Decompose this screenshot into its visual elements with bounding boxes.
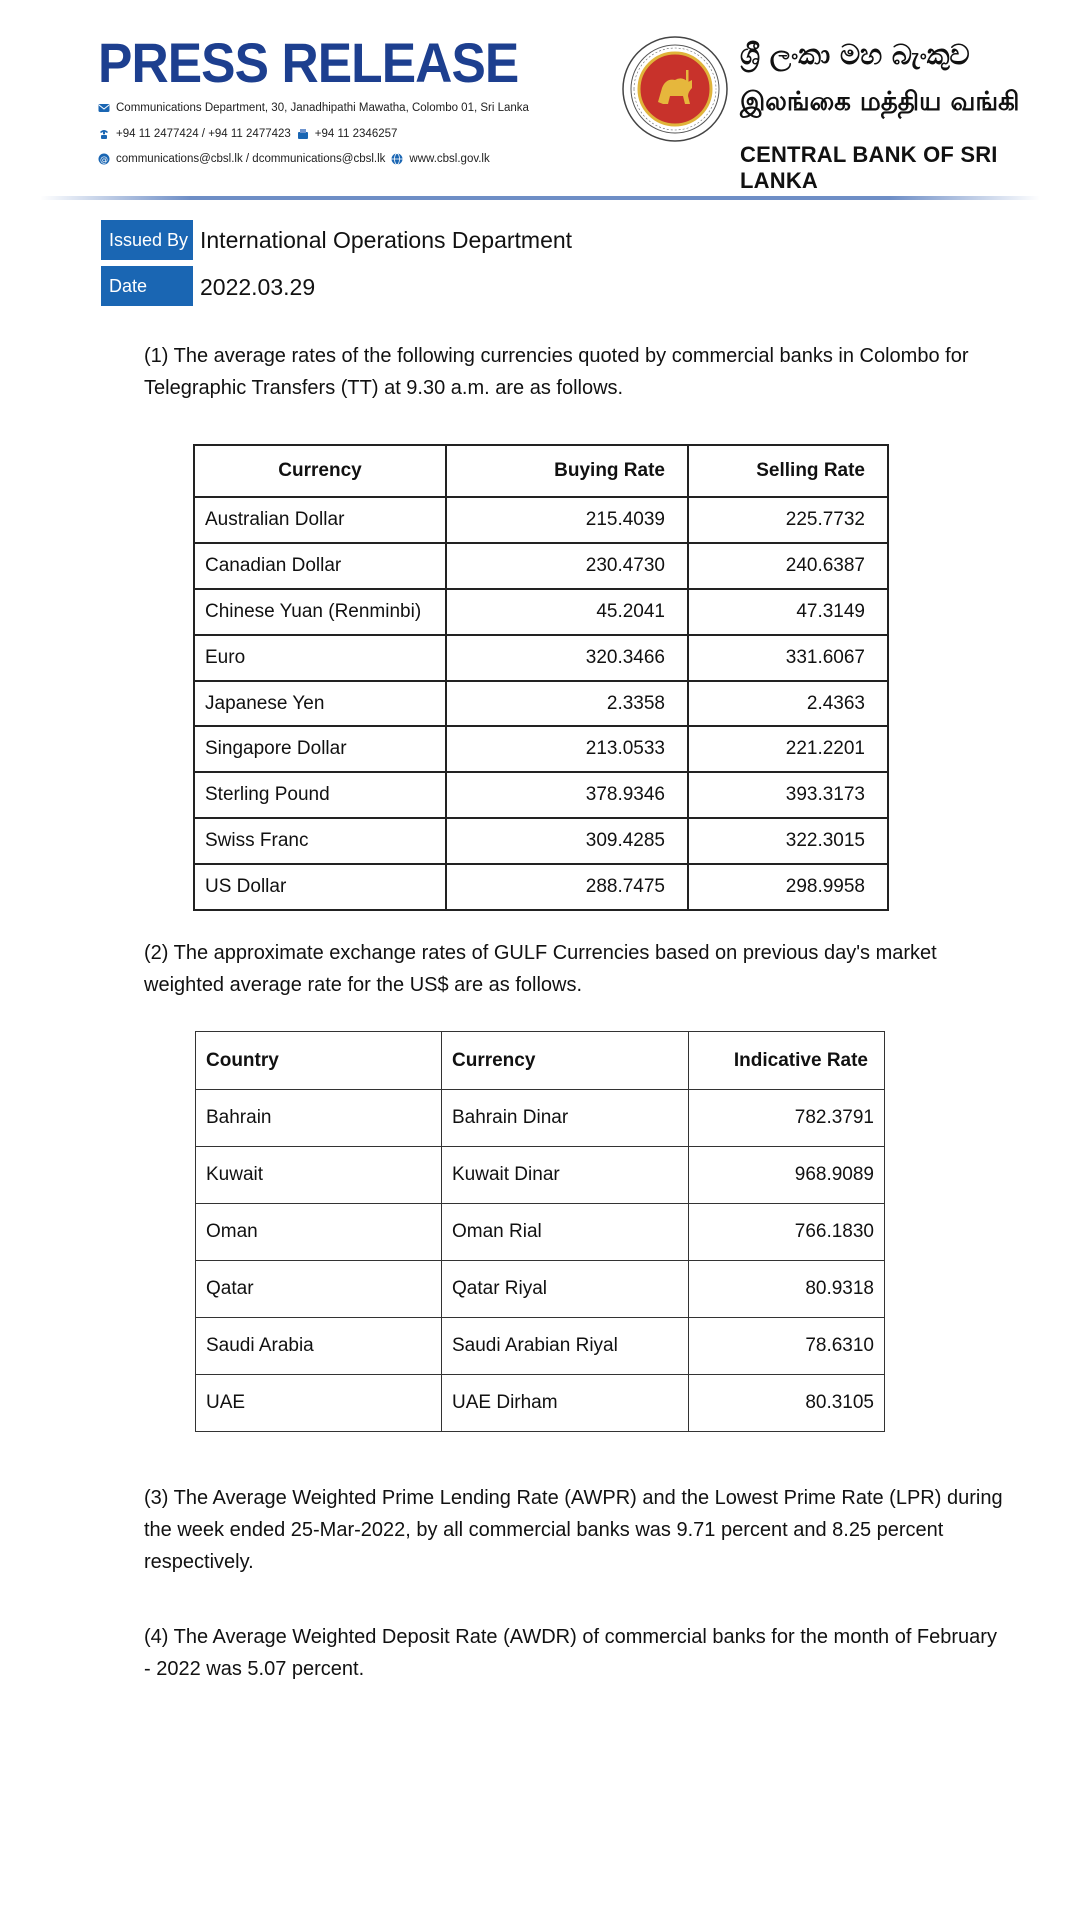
contact-fax: +94 11 2346257 [314, 128, 398, 140]
paragraph-4-awdr: (4) The Average Weighted Deposit Rate (AWDR) of commercial banks for the month of February - 2022 was 5.07 percent. [144, 1626, 997, 1680]
table-row [196, 1375, 885, 1432]
currency-name: Chinese Yuan (Renminbi) [194, 589, 446, 635]
buying-rate: 215.4039 [446, 497, 688, 543]
header-buying-rate: Buying Rate [446, 445, 688, 497]
table-header-row [194, 445, 888, 497]
indicative-rate: 782.3791 [689, 1090, 885, 1147]
table-row [194, 635, 888, 681]
press-release-title: PRESS RELEASE [98, 31, 519, 94]
currency-name: Sterling Pound [194, 772, 446, 818]
selling-rate: 322.3015 [688, 818, 888, 864]
issued-by-value: International Operations Department [200, 227, 573, 253]
currency-name: Singapore Dollar [194, 726, 446, 772]
currency-name: Qatar Riyal [442, 1261, 689, 1318]
header-indicative-rate: Indicative Rate [689, 1032, 885, 1090]
table-row [196, 1090, 885, 1147]
bank-name-tamil: இலங்கை மத்திய வங்கி [740, 87, 1020, 117]
selling-rate: 2.4363 [688, 681, 888, 727]
table-row [196, 1204, 885, 1261]
selling-rate: 221.2201 [688, 726, 888, 772]
buying-rate: 230.4730 [446, 543, 688, 589]
indicative-rate: 968.9089 [689, 1147, 885, 1204]
indicative-rate: 80.9318 [689, 1261, 885, 1318]
buying-rate: 288.7475 [446, 864, 688, 910]
bank-name-sinhala: ශ්‍රී ලංකා මහ බැංකුව [740, 38, 970, 71]
buying-rate: 45.2041 [446, 589, 688, 635]
currency-name: Japanese Yen [194, 681, 446, 727]
table-row [194, 772, 888, 818]
fax-icon [297, 128, 309, 140]
svg-text:@: @ [100, 155, 108, 164]
country-name: Oman [196, 1204, 442, 1261]
indicative-rate: 766.1830 [689, 1204, 885, 1261]
buying-rate: 378.9346 [446, 772, 688, 818]
globe-icon [391, 153, 403, 165]
currency-name: Oman Rial [442, 1204, 689, 1261]
selling-rate: 47.3149 [688, 589, 888, 635]
table-row [196, 1261, 885, 1318]
currency-name: Australian Dollar [194, 497, 446, 543]
buying-rate: 213.0533 [446, 726, 688, 772]
table-row [194, 589, 888, 635]
contact-phone: +94 11 2477424 / +94 11 2477423 [116, 128, 291, 140]
table-row [194, 726, 888, 772]
buying-rate: 2.3358 [446, 681, 688, 727]
country-name: UAE [196, 1375, 442, 1432]
header-selling-rate: Selling Rate [688, 445, 888, 497]
indicative-rate: 80.3105 [689, 1375, 885, 1432]
currency-name: Euro [194, 635, 446, 681]
contact-phone-line [98, 128, 397, 140]
contact-email[interactable]: communications@cbsl.lk / dcommunications@cbsl.lk [116, 153, 386, 165]
at-icon [98, 153, 110, 165]
contact-web-line [98, 153, 490, 165]
table-row [194, 543, 888, 589]
issued-by-label: Issued By [101, 220, 193, 260]
selling-rate: 331.6067 [688, 635, 888, 681]
currency-rates-table [193, 444, 889, 911]
header-currency: Currency [194, 445, 446, 497]
bank-name-english: CENTRAL BANK OF SRI LANKA [740, 142, 998, 193]
currency-name: Swiss Franc [194, 818, 446, 864]
contact-website[interactable]: www.cbsl.gov.lk [409, 153, 490, 165]
country-name: Qatar [196, 1261, 442, 1318]
header-currency: Currency [442, 1032, 689, 1090]
buying-rate: 309.4285 [446, 818, 688, 864]
buying-rate: 320.3466 [446, 635, 688, 681]
currency-name: UAE Dirham [442, 1375, 689, 1432]
contact-address-line [98, 102, 529, 114]
table-row [194, 864, 888, 910]
table-row [194, 681, 888, 727]
paragraph-1-tt-rates: (1) The average rates of the following currencies quoted by commercial banks in Colombo for Telegraphic Transfers (TT) at 9.30 a.m. are as follows. [144, 345, 969, 399]
selling-rate: 240.6387 [688, 543, 888, 589]
paragraph-3-awpr-lpr: (3) The Average Weighted Prime Lending Rate (AWPR) and the Lowest Prime Rate (LPR) during the week ended 25-Mar-2022, by all commercial banks was 9.71 percent and 8.25 percent respectively. [144, 1487, 1003, 1573]
selling-rate: 393.3173 [688, 772, 888, 818]
country-name: Saudi Arabia [196, 1318, 442, 1375]
table-row [194, 818, 888, 864]
currency-name: Canadian Dollar [194, 543, 446, 589]
table-row [194, 497, 888, 543]
currency-name: Saudi Arabian Riyal [442, 1318, 689, 1375]
indicative-rate: 78.6310 [689, 1318, 885, 1375]
mail-icon [98, 102, 110, 114]
header-divider [40, 196, 1040, 200]
header-country: Country [196, 1032, 442, 1090]
date-value: 2022.03.29 [200, 274, 316, 300]
table-row [196, 1147, 885, 1204]
table-row [196, 1318, 885, 1375]
currency-name: Bahrain Dinar [442, 1090, 689, 1147]
central-bank-seal-logo [622, 36, 728, 142]
table-header-row [196, 1032, 885, 1090]
date-label: Date [101, 266, 193, 306]
press-release-header [0, 0, 1080, 205]
contact-address: Communications Department, 30, Janadhipathi Mawatha, Colombo 01, Sri Lanka [116, 102, 529, 114]
gulf-currency-table [195, 1031, 885, 1432]
selling-rate: 298.9958 [688, 864, 888, 910]
country-name: Kuwait [196, 1147, 442, 1204]
currency-name: Kuwait Dinar [442, 1147, 689, 1204]
currency-name: US Dollar [194, 864, 446, 910]
selling-rate: 225.7732 [688, 497, 888, 543]
phone-icon [98, 128, 110, 140]
country-name: Bahrain [196, 1090, 442, 1147]
paragraph-2-gulf-rates: (2) The approximate exchange rates of GULF Currencies based on previous day's market weighted average rate for the US$ are as follows. [144, 942, 937, 996]
